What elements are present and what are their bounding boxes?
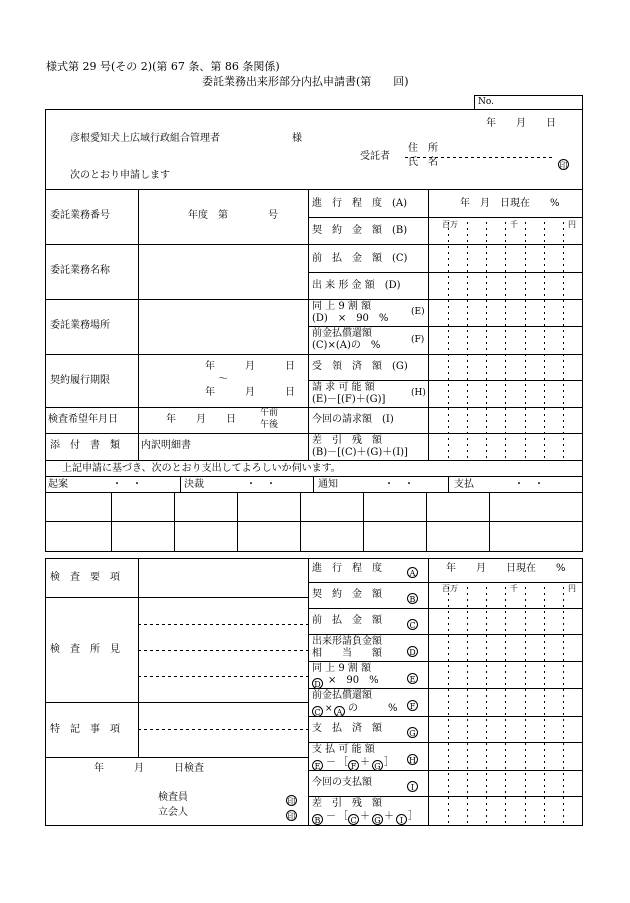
current-claim-label: 今回の請求額 (I) (312, 414, 394, 425)
shiharai-label: 支払 (454, 479, 474, 490)
name-label: 氏 名 (408, 157, 438, 168)
addressee: 彦根愛知犬上広域行政組合管理者 (70, 133, 220, 144)
received-amount-label: 受 領 済 額 (G) (312, 361, 408, 372)
circled-e-icon: E (407, 670, 418, 686)
contract-period-start: 年 月 日 (205, 361, 295, 372)
balance-formula: (B)－[(C)＋(G)＋(I)] (312, 447, 408, 458)
l-contract-amount-label: 契 約 金 額 (312, 589, 382, 600)
times-sign: × (325, 704, 333, 714)
bracket-left-2: ［ (338, 811, 348, 822)
special-notes-label: 特 記 事 項 (50, 724, 120, 735)
application-date: 年 月 日 (486, 118, 556, 129)
tag-e: (E) (411, 307, 425, 317)
business-location-label: 委託業務場所 (50, 320, 110, 331)
contract-amount-label: 契 約 金 額 (B) (312, 225, 408, 236)
tsuchi-label: 通知 (318, 479, 338, 490)
plus-sign-3: ＋ (384, 811, 394, 822)
inspection-date: 年 月 日検査 (94, 763, 204, 774)
witness-seal-icon: 印 (287, 812, 296, 821)
ninety-percent-label: 同 上 9 割 額 (312, 301, 372, 312)
advance-repayment-label: 前金払償還額 (312, 328, 372, 339)
inspection-findings-label: 検 査 所 見 (50, 644, 120, 655)
l-advance-repayment-label: 前金払償還額 (312, 690, 372, 701)
l-progress-value: 年 月 日現在 % (446, 563, 566, 574)
l-payable-amount-label: 支 払 可 能 額 (312, 744, 375, 755)
claimable-amount-label: 請 求 可 能 額 (312, 382, 375, 393)
plus-sign: ＋ (360, 757, 370, 768)
balance-label: 差 引 残 額 (312, 435, 382, 446)
witness-label: 立会人 (158, 807, 188, 818)
progress-label: 進 行 程 度 (A) (312, 198, 408, 209)
circled-b-small-icon: B (312, 811, 323, 827)
advance-amount-label: 前 払 金 額 (C) (312, 253, 408, 264)
circled-f-small-icon: F (348, 757, 359, 773)
unit-yen: 円 (568, 220, 576, 229)
l-ninety-percent-label: 同 上 9 割 額 (312, 663, 372, 674)
contract-period-label: 契約履行期限 (50, 375, 110, 386)
circled-c-icon: C (407, 616, 418, 632)
circled-e-small-icon: E (312, 757, 323, 773)
l-progress-label: 進 行 程 度 (312, 563, 382, 574)
circled-c-small-icon: C (312, 703, 323, 719)
inspector-seal-icon: 印 (287, 797, 296, 806)
no-label: No. (478, 97, 494, 107)
contract-period-end: 年 月 日 (205, 387, 295, 398)
l-ninety-percent-formula: × 90 % (328, 675, 379, 686)
tsuchi-dots: ・ ・ (384, 479, 414, 490)
contractor-seal-icon: 印 (559, 161, 568, 170)
inspection-date-value: 年 月 日 (166, 414, 236, 425)
address-label: 住 所 (408, 143, 438, 154)
l-current-payment-label: 今回の支払額 (312, 777, 372, 788)
circled-i-small-icon: I (396, 811, 407, 827)
contractor-label: 受託者 (360, 151, 390, 162)
l-completion-contract-label: 出来形請負金額 (312, 636, 382, 647)
attachment-value: 内訳明細書 (141, 440, 191, 451)
l-unit-thousand: 千 (510, 584, 518, 593)
pm-label: 午後 (260, 420, 279, 430)
circled-c-small-icon-2: C (348, 811, 359, 827)
kian-label: 起案 (48, 479, 68, 490)
circled-g-small-icon-2: G (372, 811, 383, 827)
kessai-dots: ・ ・ (246, 479, 276, 490)
l-advance-repayment-formula: の % (348, 703, 398, 714)
kian-dots: ・ ・ (112, 479, 142, 490)
tag-h: (H) (411, 388, 426, 398)
attachment-label: 添 付 書 類 (50, 440, 120, 451)
intro-text: 次のとおり申請します (70, 170, 170, 181)
circled-g-icon: G (407, 724, 418, 740)
circled-b-icon: B (407, 590, 418, 606)
inspector-label: 検査員 (158, 792, 188, 803)
unit-thousand: 千 (510, 220, 518, 229)
bracket-right-2: ］ (408, 811, 418, 822)
l-paid-amount-label: 支 払 済 額 (312, 723, 382, 734)
circled-a-small-icon: A (334, 703, 345, 719)
am-label: 午前 (260, 408, 279, 418)
approval-notice: 上記申請に基づき、次のとおり支出してよろしいか伺います。 (62, 463, 341, 474)
business-number-label: 委託業務番号 (50, 210, 110, 221)
tag-f: (F) (411, 335, 425, 345)
circled-a-icon: A (407, 564, 418, 580)
business-number-value: 年度 第 号 (188, 210, 278, 221)
progress-value: 年 月 日現在 % (460, 198, 560, 209)
l-unit-yen: 円 (568, 584, 576, 593)
form-title: 委託業務出来形部分内払申請書(第 回) (202, 75, 409, 88)
contract-period-wave: ～ (218, 374, 228, 385)
circled-f-icon: F (407, 697, 418, 713)
advance-repayment-formula: (C)×(A)の % (312, 340, 381, 351)
addressee-sama: 様 (292, 133, 302, 144)
bracket-right: ］ (384, 757, 394, 768)
form-number: 様式第 29 号(その 2)(第 67 条、第 86 条関係) (46, 60, 280, 73)
l-unit-million: 百万 (442, 584, 458, 593)
kessai-label: 決裁 (184, 479, 204, 490)
circled-d-small-icon: D (312, 675, 323, 691)
l-advance-amount-label: 前 払 金 額 (312, 615, 382, 626)
claimable-amount-formula: (E)－[(F)＋(G)] (312, 394, 386, 405)
circled-h-icon: H (407, 751, 418, 767)
ninety-percent-formula: (D) × 90 % (312, 313, 389, 324)
inspection-date-label: 検査希望年月日 (48, 414, 118, 425)
inspection-items-label: 検 査 要 項 (50, 572, 120, 583)
l-equivalent-amount-label: 相 当 額 (312, 648, 382, 659)
circled-i-icon: I (407, 778, 418, 794)
circled-g-small-icon: G (372, 757, 383, 773)
minus-sign: － (326, 757, 336, 768)
shiharai-dots: ・ ・ (514, 479, 544, 490)
business-name-label: 委託業務名称 (50, 265, 110, 276)
minus-sign-2: － (326, 811, 336, 822)
circled-d-icon: D (407, 643, 418, 659)
l-balance-label: 差 引 残 額 (312, 798, 382, 809)
unit-million: 百万 (442, 220, 458, 229)
completion-amount-label: 出 来 形 金 額 (D) (312, 280, 401, 291)
bracket-left: ［ (338, 757, 348, 768)
plus-sign-2: ＋ (360, 811, 370, 822)
